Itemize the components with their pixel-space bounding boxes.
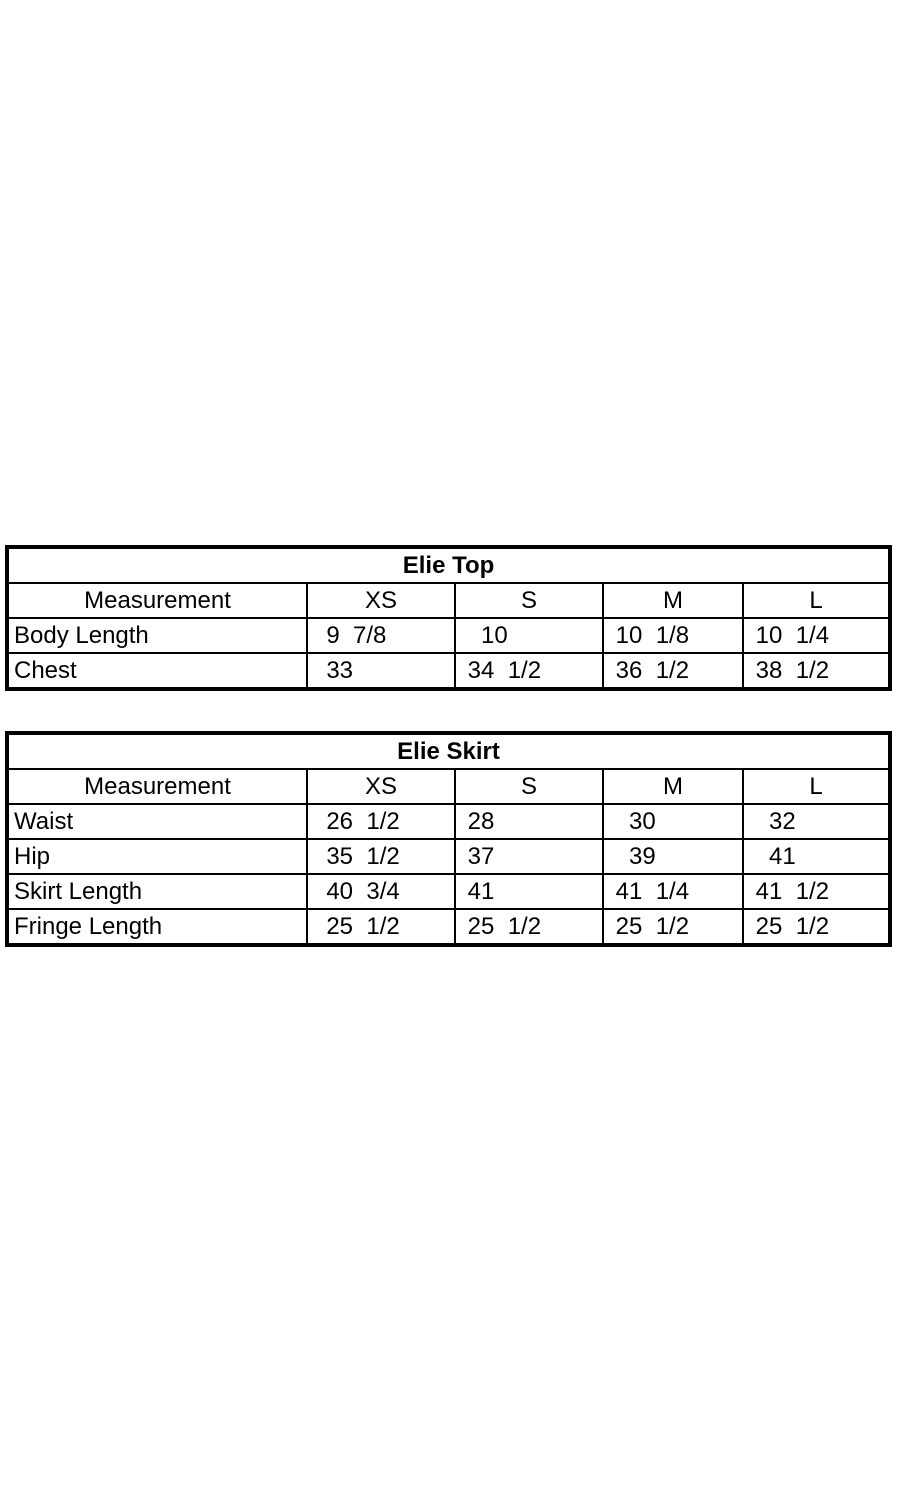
table-row (7, 804, 890, 839)
row-label: Waist (7, 804, 307, 839)
table-header-row (7, 769, 890, 804)
table-row (7, 653, 890, 689)
table-cell: 37 (455, 839, 603, 874)
table-cell: 25 1/2 (455, 909, 603, 945)
table-cell: 10 1/4 (743, 618, 890, 653)
table-cell: 32 (743, 804, 890, 839)
table-header-row (7, 583, 890, 618)
column-header-s: S (455, 583, 603, 618)
column-header-l: L (743, 769, 890, 804)
table-cell: 25 1/2 (307, 909, 455, 945)
table-cell: 40 3/4 (307, 874, 455, 909)
table-cell: 34 1/2 (455, 653, 603, 689)
table-cell: 38 1/2 (743, 653, 890, 689)
table-row (7, 909, 890, 945)
table-cell: 41 (743, 839, 890, 874)
table-title: Elie Skirt (7, 733, 890, 769)
table-cell: 28 (455, 804, 603, 839)
column-header-s: S (455, 769, 603, 804)
column-header-measurement: Measurement (7, 769, 307, 804)
table-cell: 41 1/2 (743, 874, 890, 909)
table-cell: 25 1/2 (743, 909, 890, 945)
column-header-m: M (603, 583, 743, 618)
column-header-l: L (743, 583, 890, 618)
table-cell: 30 (603, 804, 743, 839)
table-row (7, 874, 890, 909)
table-row (7, 839, 890, 874)
table-cell: 25 1/2 (603, 909, 743, 945)
table-row (7, 618, 890, 653)
column-header-measurement: Measurement (7, 583, 307, 618)
table-cell: 41 (455, 874, 603, 909)
table-title: Elie Top (7, 547, 890, 583)
table-title-row (7, 733, 890, 769)
row-label: Hip (7, 839, 307, 874)
table-cell: 10 1/8 (603, 618, 743, 653)
table-cell: 36 1/2 (603, 653, 743, 689)
table-cell: 10 (455, 618, 603, 653)
table-cell: 9 7/8 (307, 618, 455, 653)
table-cell: 41 1/4 (603, 874, 743, 909)
table-cell: 33 (307, 653, 455, 689)
column-header-xs: XS (307, 769, 455, 804)
elie-top-size-table (5, 545, 892, 691)
column-header-m: M (603, 769, 743, 804)
table-title-row (7, 547, 890, 583)
table-cell: 39 (603, 839, 743, 874)
column-header-xs: XS (307, 583, 455, 618)
row-label: Chest (7, 653, 307, 689)
elie-skirt-size-table (5, 731, 892, 947)
table-cell: 35 1/2 (307, 839, 455, 874)
row-label: Body Length (7, 618, 307, 653)
table-cell: 26 1/2 (307, 804, 455, 839)
row-label: Fringe Length (7, 909, 307, 945)
row-label: Skirt Length (7, 874, 307, 909)
